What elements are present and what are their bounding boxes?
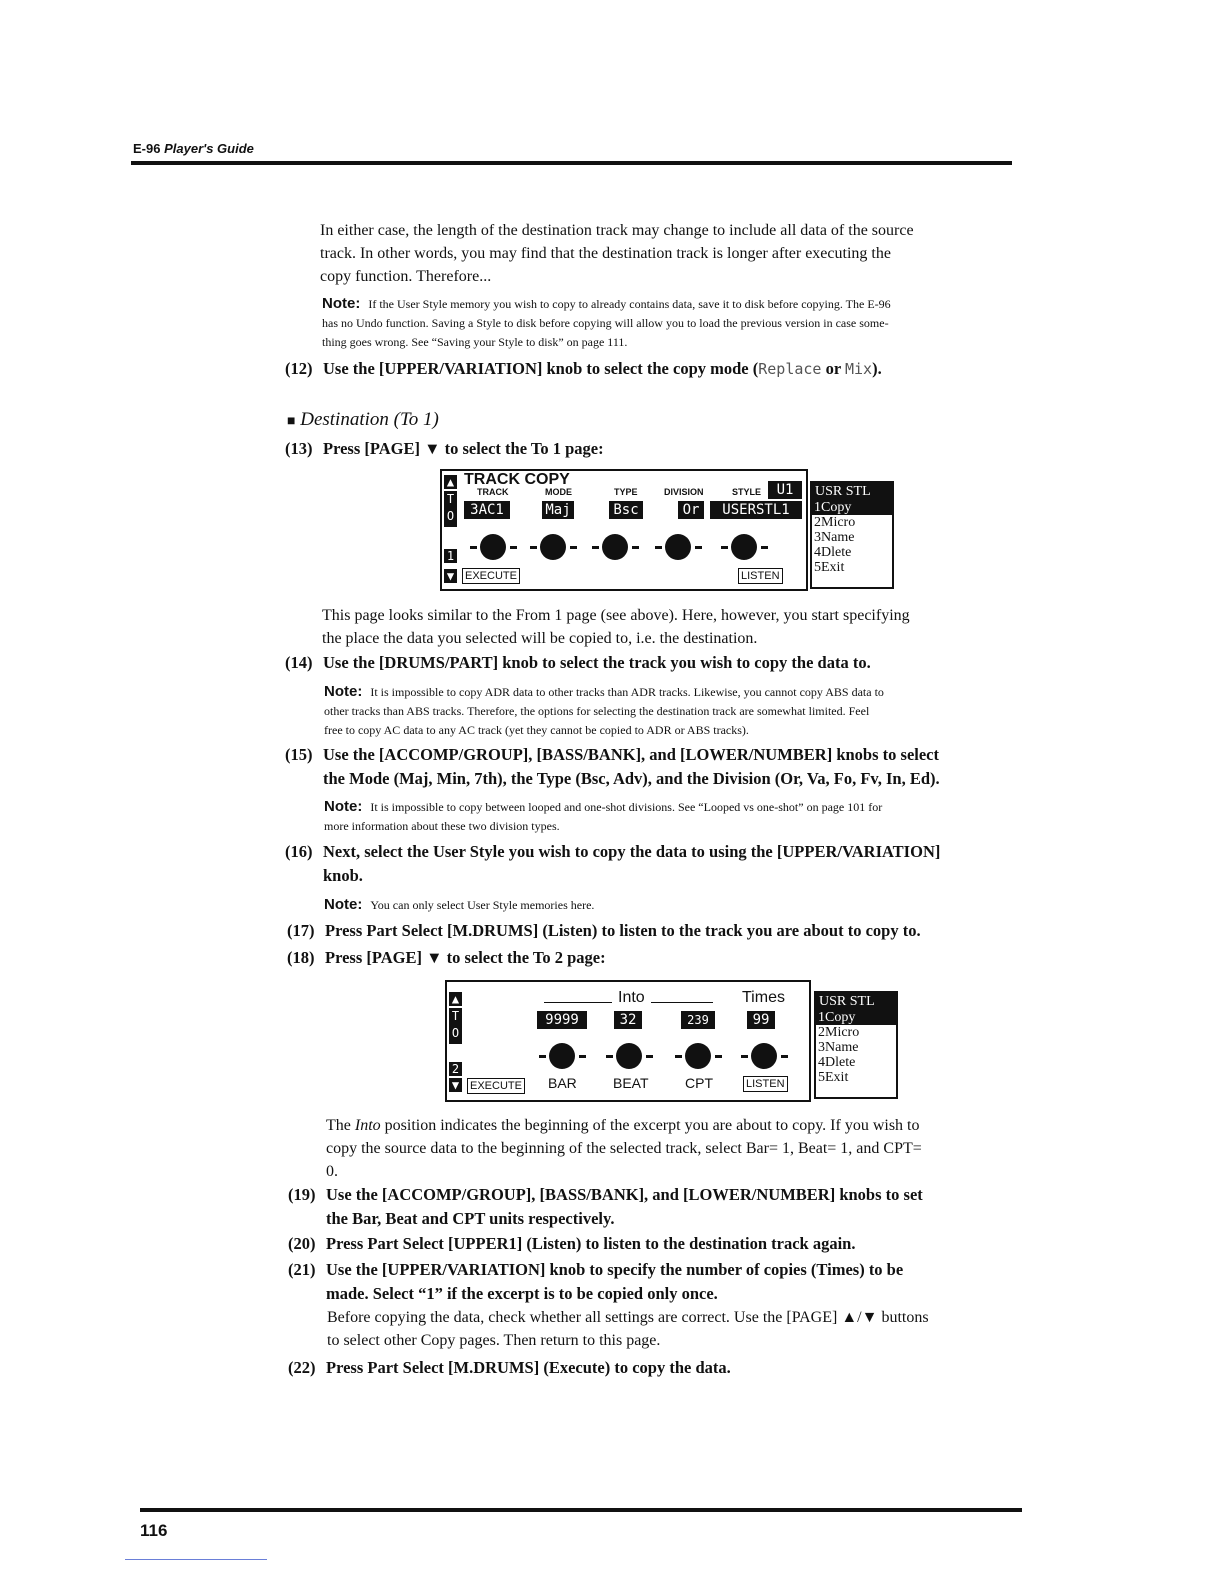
step-13 (285, 437, 604, 461)
text-line: position indicates the beginning of the excerpt you are about to copy. If you wish to (380, 1117, 920, 1134)
text-line: 0. (326, 1163, 338, 1180)
bar-value: 9999 (537, 1011, 587, 1029)
text-line: track. In other words, you may find that the destination track is longer after executing the (320, 245, 891, 262)
note-line: It is impossible to copy between looped and one-shot divisions. See “Looped vs one-shot” on page 101 for (370, 800, 883, 814)
step-15 (285, 743, 940, 791)
lcd-side-bar (447, 982, 465, 1100)
bass-knob-icon (616, 1043, 642, 1069)
times-label: Times (742, 989, 785, 1006)
lower-knob-icon (665, 534, 691, 560)
into-emphasis: Into (354, 1117, 381, 1134)
lcd-to1-screen (440, 469, 808, 591)
step-text: or (821, 359, 845, 378)
menu-item-name[interactable]: 3Name (814, 530, 855, 545)
step-text: Press Part Select [M.DRUMS] (Execute) to copy the data. (326, 1358, 731, 1377)
knob-dash (579, 1055, 586, 1058)
header-subtitle: Player's Guide (164, 141, 254, 156)
note-label: Note: (324, 896, 363, 913)
cpt-value: 239 (681, 1011, 715, 1029)
page-down-icon: ▼ (444, 569, 457, 583)
note-divisions (324, 797, 882, 836)
menu-item-exit[interactable]: 5Exit (814, 560, 845, 575)
step-text: made. Select “1” if the excerpt is to be copied only once. (326, 1284, 718, 1303)
menu-item-exit[interactable]: 5Exit (818, 1070, 849, 1085)
accomp-knob-icon (540, 534, 566, 560)
col-label-division: DIVISION (664, 487, 704, 497)
note-label: Note: (324, 683, 363, 700)
step-text: the Bar, Beat and CPT units respectively. (326, 1209, 615, 1228)
into-rule-right (651, 1002, 713, 1003)
note-line: more information about these two division types. (324, 819, 560, 833)
step-16 (285, 840, 940, 888)
knob-dash (510, 546, 517, 549)
knob-dash (715, 1055, 722, 1058)
knob-dash (470, 546, 477, 549)
knob-dash (632, 546, 639, 549)
step-text: ). (872, 359, 882, 378)
step-text: Press [PAGE] ▼ to select the To 2 page: (325, 948, 606, 967)
step-text: Press Part Select [M.DRUMS] (Listen) to listen to the track you are about to copy to. (325, 921, 921, 940)
knob-dash (741, 1055, 748, 1058)
step-number: (22) (288, 1358, 316, 1377)
knob-dash (570, 546, 577, 549)
step-text: Press [PAGE] ▼ to select the To 1 page: (323, 439, 604, 458)
times-value: 99 (747, 1011, 775, 1029)
note-line: You can only select User Style memories here. (370, 898, 595, 912)
menu-title: USR STL (812, 483, 892, 500)
side-letter: T (446, 492, 455, 506)
note-line: free to copy AC data to any AC track (yet they cannot be copied to ADR or ABS tracks). (324, 723, 749, 737)
step-number: (14) (285, 653, 313, 672)
square-bullet-icon: ■ (287, 414, 296, 429)
knob-dash (781, 1055, 788, 1058)
running-header (133, 141, 254, 156)
step-19 (288, 1183, 923, 1231)
accomp-knob-icon (549, 1043, 575, 1069)
note-line: thing goes wrong. See “Saving your Style to disk” on page 111. (322, 335, 628, 349)
usr-stl-menu (810, 481, 894, 589)
note-label: Note: (324, 798, 363, 815)
into-label: Into (618, 989, 645, 1006)
usr-stl-menu (814, 991, 898, 1099)
check-settings-paragraph (327, 1306, 929, 1352)
menu-item-micro[interactable]: 2Micro (814, 515, 856, 530)
text-line: In either case, the length of the destination track may change to include all data of the source (320, 222, 914, 239)
header-rule (131, 161, 1012, 165)
track-value: 3AC1 (464, 501, 510, 519)
note-line: other tracks than ABS tracks. Therefore, the options for selecting the destination track are somewhat limited. Feel (324, 704, 870, 718)
menu-item-copy[interactable]: 1Copy (812, 500, 892, 515)
step-21 (288, 1258, 903, 1306)
into-rule-left (544, 1002, 612, 1003)
page-up-icon: ▲ (444, 475, 457, 489)
col-label-style: STYLE (732, 487, 762, 497)
page-up-icon: ▲ (449, 992, 462, 1006)
text-line: The (326, 1117, 355, 1134)
menu-item-micro[interactable]: 2Micro (818, 1025, 860, 1040)
type-value: Bsc (609, 501, 643, 519)
intro-paragraph (320, 219, 914, 288)
step-number: (15) (285, 745, 313, 764)
step-17 (287, 919, 921, 943)
style-value: USERSTL1 (710, 501, 802, 519)
mode-value: Maj (542, 501, 574, 519)
beat-label: BEAT (613, 1075, 649, 1091)
side-to-label (444, 491, 457, 527)
lcd-title: TRACK COPY (464, 471, 570, 488)
menu-title: USR STL (816, 993, 896, 1010)
knob-dash (606, 1055, 613, 1058)
step-text: Use the [ACCOMP/GROUP], [BASS/BANK], and [LOWER/NUMBER] knobs to select (323, 745, 939, 764)
menu-item-delete[interactable]: 4Dlete (818, 1055, 856, 1070)
execute-button[interactable]: EXECUTE (462, 568, 520, 584)
side-page-number: 2 (449, 1062, 462, 1076)
menu-item-name[interactable]: 3Name (818, 1040, 859, 1055)
knob-dash (761, 546, 768, 549)
text-line: to select other Copy pages. Then return to this page. (327, 1332, 661, 1349)
text-line: This page looks similar to the From 1 page (see above). Here, however, you start specifying (322, 607, 910, 624)
upper-knob-icon (751, 1043, 777, 1069)
note-user-style (324, 895, 594, 915)
note-undo (322, 294, 891, 352)
step-number: (12) (285, 359, 313, 378)
col-label-mode: MODE (545, 487, 572, 497)
side-letter: O (446, 509, 455, 523)
text-line: copy the source data to the beginning of the selected track, select Bar= 1, Beat= 1, and CPT= (326, 1140, 922, 1157)
text-line: the place the data you selected will be copied to, i.e. the destination. (322, 630, 758, 647)
note-line: If the User Style memory you wish to copy to already contains data, save it to disk before copying. The E-96 (368, 297, 891, 311)
text-line: copy function. Therefore... (320, 268, 492, 285)
step-number: (21) (288, 1260, 316, 1279)
menu-item-copy[interactable]: 1Copy (816, 1010, 896, 1025)
side-to-label (449, 1008, 462, 1044)
step-number: (16) (285, 842, 313, 861)
listen-button[interactable]: LISTEN (738, 568, 783, 584)
step-number: (20) (288, 1234, 316, 1253)
bass-knob-icon (602, 534, 628, 560)
step-number: (13) (285, 439, 313, 458)
footer-link-underline (125, 1559, 267, 1560)
step-number: (18) (287, 948, 315, 967)
cpt-label: CPT (685, 1075, 713, 1091)
text-line: Before copying the data, check whether all settings are correct. Use the [PAGE] ▲/▼ buttons (327, 1309, 929, 1326)
step-12 (285, 357, 882, 381)
footer-rule (140, 1508, 1022, 1512)
division-value: Or (678, 501, 704, 519)
step-text: knob. (323, 866, 363, 885)
knob-dash (721, 546, 728, 549)
drums-knob-icon (480, 534, 506, 560)
step-text: Use the [ACCOMP/GROUP], [BASS/BANK], and [LOWER/NUMBER] knobs to set (326, 1185, 923, 1204)
style-number: U1 (768, 481, 802, 499)
step-text: the Mode (Maj, Min, 7th), the Type (Bsc, Adv), and the Division (Or, Va, Fo, Fv, In, Ed). (323, 769, 940, 788)
knob-dash (592, 546, 599, 549)
mode-mix: Mix (845, 360, 873, 378)
into-description (326, 1114, 1026, 1183)
lcd-to2-screen (445, 980, 811, 1102)
header-title: E-96 (133, 141, 161, 156)
step-text: Use the [UPPER/VARIATION] knob to specify the number of copies (Times) to be (326, 1260, 904, 1279)
menu-item-delete[interactable]: 4Dlete (814, 545, 852, 560)
step-text: Use the [DRUMS/PART] knob to select the track you wish to copy the data to. (323, 653, 871, 672)
side-letter: T (451, 1009, 460, 1023)
side-letter: O (451, 1026, 460, 1040)
knob-dash (695, 546, 702, 549)
mode-replace: Replace (758, 360, 822, 378)
page-number: 116 (140, 1521, 168, 1540)
lcd-side-bar (442, 471, 460, 589)
step-18 (287, 946, 606, 970)
knob-dash (646, 1055, 653, 1058)
note-adr-abs (324, 682, 884, 740)
upper-knob-icon (731, 534, 757, 560)
step-14 (285, 651, 871, 675)
step-text: Press Part Select [UPPER1] (Listen) to listen to the destination track again. (326, 1234, 856, 1253)
col-label-track: TRACK (477, 487, 509, 497)
note-line: It is impossible to copy ADR data to other tracks than ADR tracks. Likewise, you cannot copy ABS data to (370, 685, 884, 699)
knob-dash (530, 546, 537, 549)
knob-dash (655, 546, 662, 549)
step-number: (17) (287, 921, 315, 940)
step-text: Use the [UPPER/VARIATION] knob to select the copy mode ( (323, 359, 759, 378)
side-page-number: 1 (444, 549, 457, 563)
note-label: Note: (322, 295, 361, 312)
section-title: Destination (To 1) (300, 409, 439, 430)
lower-knob-icon (685, 1043, 711, 1069)
step-text: Next, select the User Style you wish to copy the data to using the [UPPER/VARIATION] (323, 842, 941, 861)
to1-description (322, 604, 910, 650)
bar-label: BAR (548, 1075, 577, 1091)
listen-button[interactable]: LISTEN (743, 1076, 788, 1092)
beat-value: 32 (614, 1011, 642, 1029)
knob-dash (675, 1055, 682, 1058)
col-label-type: TYPE (614, 487, 638, 497)
section-heading (287, 409, 439, 431)
step-number: (19) (288, 1185, 316, 1204)
note-line: has no Undo function. Saving a Style to disk before copying will allow you to load the previous version in case some- (322, 316, 889, 330)
knob-dash (539, 1055, 546, 1058)
step-20 (288, 1232, 855, 1256)
execute-button[interactable]: EXECUTE (467, 1078, 525, 1094)
step-22 (288, 1356, 731, 1380)
page-down-icon: ▼ (449, 1078, 462, 1092)
